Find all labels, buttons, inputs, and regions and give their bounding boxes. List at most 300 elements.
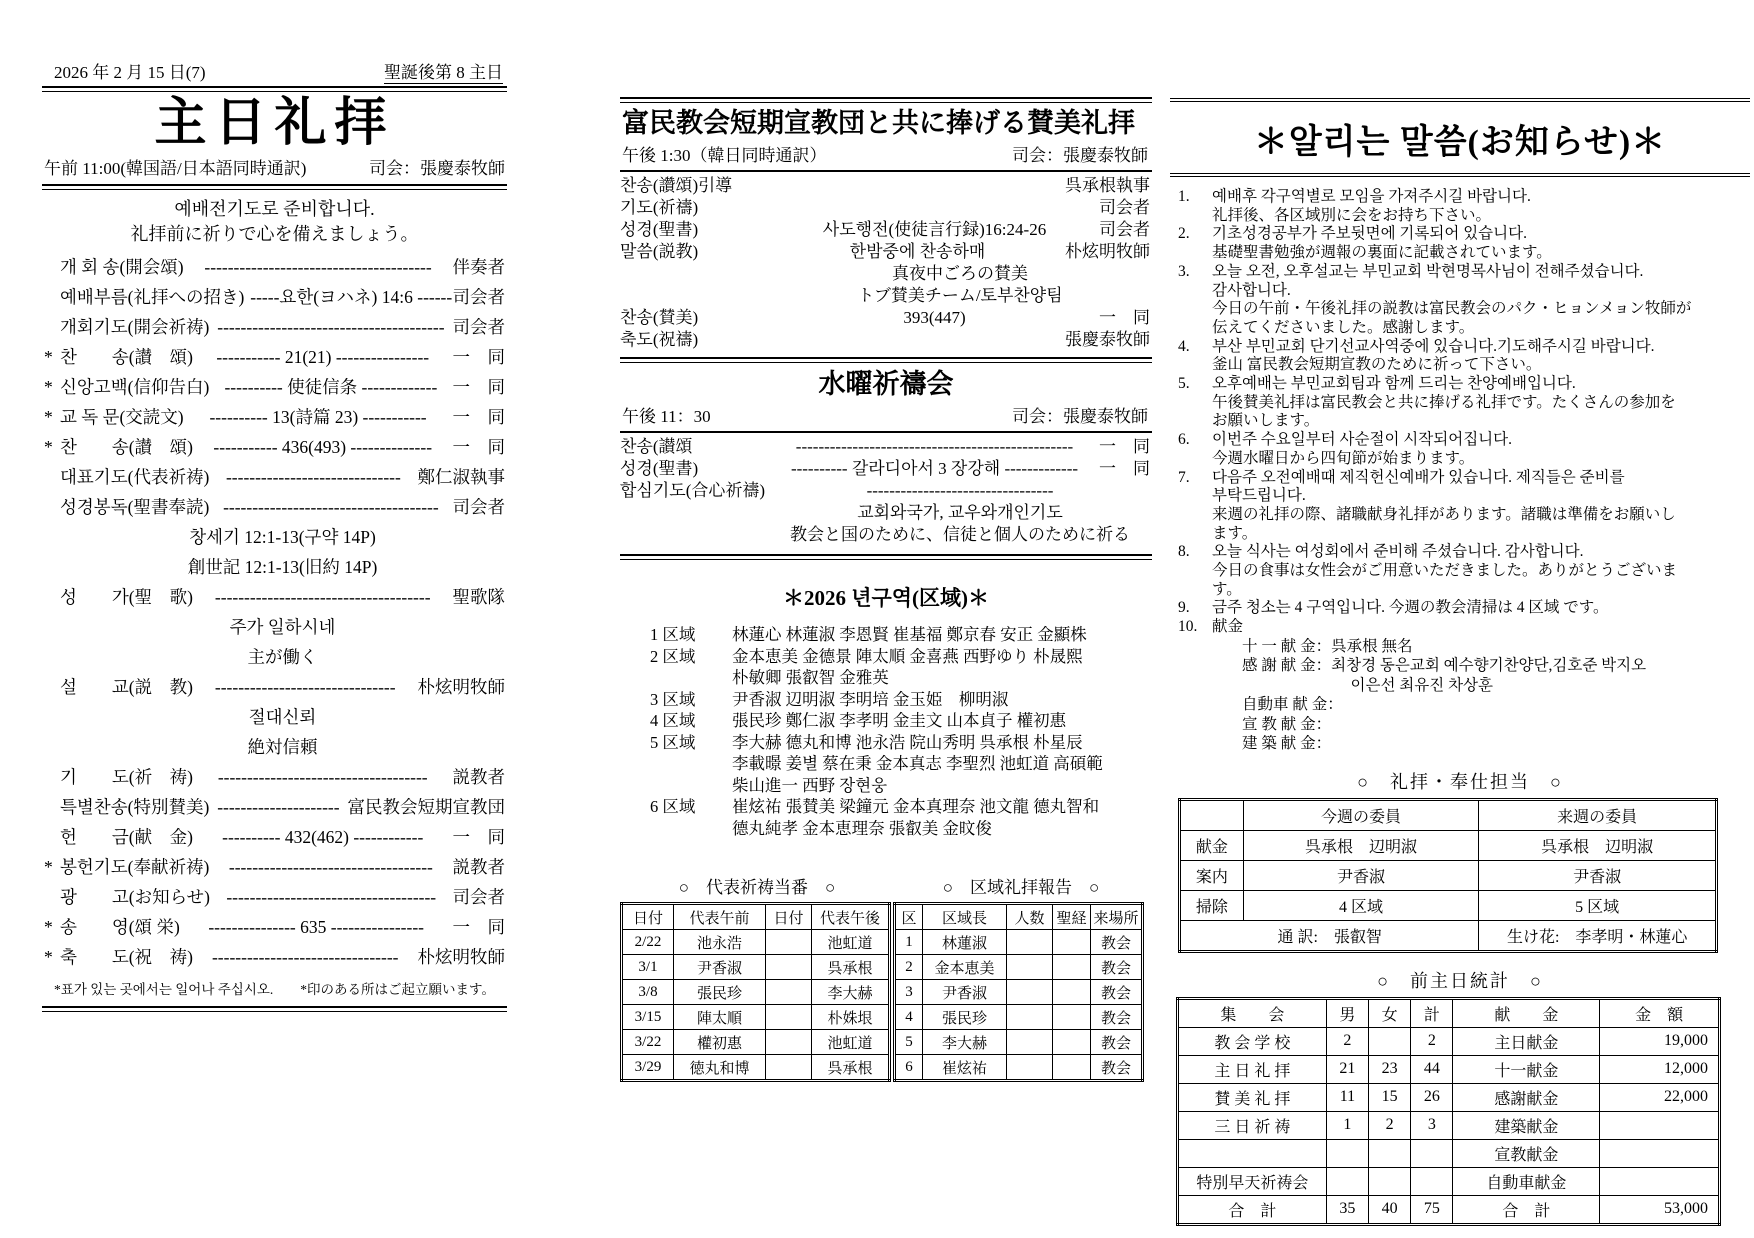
scripture-cell [1053,1055,1091,1081]
announcement-text: 오후예배는 부민교회팀과 함께 드리는 찬양예배입니다. [1212,375,1576,393]
announcement-text: 기초성경공부가 주보뒷면에 기록되어 있습니다. [1212,225,1527,243]
order-item-detail: ------------------------------- [214,677,396,697]
report-table-row [895,980,1143,1005]
female-count-cell [1369,1027,1411,1055]
announcement-line [1170,319,1750,338]
order-item-person: 司会者 [452,497,505,517]
order-row [42,642,507,672]
order-row [42,762,507,792]
duty-date-pm [766,930,812,955]
order-item-label: 기 도(祈 祷) [60,767,193,787]
order-item-person: 説教者 [452,767,505,787]
announcement-text: 午後賛美礼拝は富民教会と共に捧げる礼拝です。たくさんの参加を [1212,393,1676,411]
duty-person-am: 尹香淑 [674,955,766,980]
order-item-label: 성경(聖書) [620,459,699,478]
worship-serving-table [1178,798,1718,953]
offering-line: 感 謝 献 金：최창경 동은교회 예수향기찬양단,김호준 박지오 [1242,657,1647,675]
order-item-detail: --------------- 635 ---------------- [208,917,424,937]
wednesday-prayer-subheader [620,401,1152,431]
zone-members: 尹香淑 辺明淑 李明培 金玉姫 柳明淑 [732,689,1009,709]
order-item-label: 축도(祝禱) [620,330,699,349]
praise-service-order [620,175,1152,351]
duty-person-am: 權初惠 [674,1030,766,1055]
announcement-number [1170,207,1212,226]
zone-number-cell: 1 [895,930,923,955]
offering-amount-cell: 22,000 [1600,1083,1720,1111]
zones-list [620,624,1152,839]
wednesday-prayer-mc: 司会：張慶泰牧師 [1012,407,1148,426]
order-item-label: 대표기도(代表祈祷) [60,467,210,487]
duty-table-row [622,955,890,980]
announcement-text: 今日の食事は女性会がご用意いただきました。ありがとうございま [1212,562,1678,580]
order-item-person: 鄭仁淑執事 [417,467,505,487]
serving-table-footer-row [1180,920,1717,951]
zone-line [620,753,1152,775]
female-count-cell: 23 [1369,1055,1411,1083]
order-item-person: 司会者 [452,887,505,907]
divider [42,86,507,92]
order-item-person: 一 同 [1099,308,1150,327]
report-table-row [895,1055,1143,1081]
duty-date-am: 3/29 [622,1055,674,1081]
report-table-row [895,955,1143,980]
male-count-cell: 1 [1326,1111,1368,1139]
announcement-text: 다음주 오전예배때 제직헌신예배가 있습니다. 제직들은 준비를 [1212,468,1625,486]
standing-mark: * [44,407,53,427]
order-item-person: 説教者 [452,857,505,877]
report-table-header-cell: 来場所 [1091,904,1143,930]
order-row [42,522,507,552]
report-table-header-cell: 区 [895,904,923,930]
duty-table-row [622,1005,890,1030]
order-item-detail: 絶対信頼 [247,737,318,757]
zone-number-cell: 2 [895,955,923,980]
zone-number-cell: 3 [895,980,923,1005]
offering-amount-cell [1600,1139,1720,1167]
order-item-label: 찬 송(讃 頌) [60,437,193,457]
announcements-title-box [1170,98,1750,177]
order-item-label: 찬송(賛美) [620,308,699,327]
serving-header-this-week: 今週の委員 [1243,799,1479,830]
announcement-number [1170,412,1212,431]
duty-person-pm: 呉承根 [812,1055,890,1081]
duty-table-header-row [622,904,890,930]
order-item-label: 송 영(頌 栄) [60,917,180,937]
standing-mark: * [44,347,53,367]
stats-table-row [1178,1167,1720,1195]
order-item-detail: 사도행전(使徒言行録)16:24-26 [822,220,1047,239]
meeting-cell: 合 計 [1178,1195,1327,1224]
order-item-person: 一 同 [452,917,505,937]
attendance-cell [1007,930,1053,955]
announcement-number [1170,450,1212,469]
scripture-cell [1053,930,1091,955]
announcement-line [1170,562,1750,581]
total-count-cell: 75 [1411,1195,1453,1224]
offering-type-cell: 建築献金 [1453,1111,1600,1139]
offering-type-cell: 十一献金 [1453,1055,1600,1083]
standing-mark: * [44,947,53,967]
announcement-text: 감사합니다. [1212,281,1291,299]
order-item-label: 축 도(祝 祷) [60,947,193,967]
order-item-detail: 創世記 12:1-13(旧約 14P) [187,557,378,577]
order-row [620,458,1152,480]
order-item-detail: ------------------------------ [225,467,401,487]
order-item-person: 張慶泰牧師 [1065,330,1150,349]
announcement-line [1170,394,1750,413]
duty-table-row [622,1055,890,1081]
serving-next-week-cell: 5 区域 [1479,890,1717,920]
venue-cell: 教会 [1091,980,1143,1005]
wednesday-prayer-time: 午後 11：30 [622,407,711,426]
order-item-detail: ------------------------------------- [214,587,431,607]
zone-leader-cell: 李大赫 [923,1030,1007,1055]
announcement-number: 2. [1178,225,1190,243]
order-item-person: 一 同 [452,377,505,397]
standing-mark: * [44,857,53,877]
order-item-detail: ------------------------------------------------- [795,437,1074,456]
announcement-number [1170,581,1212,600]
order-row [42,552,507,582]
duty-date-am: 3/8 [622,980,674,1005]
female-count-cell [1369,1139,1411,1167]
announcement-number [1170,394,1212,413]
zone-number [620,775,732,797]
offering-line: 建 築 献 金： [1242,735,1332,753]
report-table-row [895,930,1143,955]
order-item-detail: ------------------------------------ [226,887,437,907]
announcement-number: 7. [1178,468,1190,486]
order-row [620,524,1152,546]
serving-duty-cell: 案内 [1180,860,1244,890]
order-item-label: 개회기도(開会祈祷) [60,317,210,337]
order-item-detail: --------------------------------------- [217,317,445,337]
zone-line [620,710,1152,732]
order-row [42,582,507,612]
order-item-detail: ----------------------------------- [228,857,433,877]
duty-table-row [622,1030,890,1055]
middle-column [620,0,1152,1082]
sunday-worship-column [42,0,507,1012]
serving-table-row [1180,860,1717,890]
offering-type-cell: 自動車献金 [1453,1167,1600,1195]
report-table-header-cell: 人数 [1007,904,1053,930]
attendance-cell [1007,955,1053,980]
order-item-detail: 창세기 12:1-13(구약 14P) [189,527,376,547]
announcement-number: 9. [1178,599,1190,617]
order-item-person: 一 同 [452,437,505,457]
zones-title: ＊2026 년구역(区域)＊ [782,586,990,610]
order-item-person: 朴炫明牧師 [1065,242,1150,261]
order-item-label: 광 고(お知らせ) [60,887,210,907]
order-row [42,492,507,522]
order-item-detail: ------------------------------------ [217,767,428,787]
announcements-title: ＊알리는 말씀(お知らせ)＊ [1253,124,1667,161]
zone-members: 李大赫 德丸和博 池永浩 院山秀明 呉承根 朴星辰 [732,732,1083,752]
zone-members: 崔炫祐 張賛美 梁鐘元 金本真理奈 池文龍 德丸智和 [732,797,1100,816]
offering-line: 自動車 献 金： [1242,696,1343,714]
announcement-number: 3. [1178,262,1190,280]
zone-number: 2 区域 [650,646,696,666]
order-item-detail: 교회와국가, 교우와개인기도 [857,503,1063,522]
duty-table-row [622,930,890,955]
serving-duty-cell: 献金 [1180,830,1244,860]
zone-leader-cell: 尹香淑 [923,980,1007,1005]
announcement-line [1170,412,1750,431]
order-item-person: 一 同 [1099,459,1150,478]
announcement-number [1170,300,1212,319]
announcements-column [1170,0,1750,1226]
order-item-label: 헌 금(献 金) [60,827,193,847]
order-item-person: 司会者 [452,317,505,337]
stats-table-row [1178,1195,1720,1224]
announcement-text: 釜山 富民教会短期宣教のために祈って下さい。 [1212,356,1542,374]
announcement-number: 5. [1178,375,1190,393]
stats-table-row [1178,1139,1720,1167]
stats-table-header-cell: 男 [1326,998,1368,1027]
announcement-number: 6. [1178,431,1190,449]
announcement-line [1170,487,1750,506]
offering-amount-cell: 12,000 [1600,1055,1720,1083]
female-count-cell: 15 [1369,1083,1411,1111]
standing-mark: * [44,377,53,397]
order-item-person: 朴炫明牧師 [417,947,505,967]
announcement-number [1170,282,1212,301]
offering-amount-cell: 19,000 [1600,1027,1720,1055]
zone-number-cell: 5 [895,1030,923,1055]
zone-line [620,775,1152,797]
total-count-cell: 3 [1411,1111,1453,1139]
total-count-cell: 44 [1411,1055,1453,1083]
announcements-list [1170,188,1750,637]
announcement-text: 来週の礼拝の際、諸職献身礼拝があります。諸職は準備をお願いし [1212,505,1676,523]
order-item-detail: 主が働く [247,647,318,667]
stats-table-row [1178,1111,1720,1139]
meeting-cell: 賛 美 礼 拝 [1178,1083,1327,1111]
announcement-line [1170,244,1750,263]
announcement-text: 금주 청소는 4 구역입니다. 今週の教会清掃は 4 区域 です。 [1212,599,1609,617]
order-item-person: 朴炫明牧師 [417,677,505,697]
announcement-text: 오늘 식사는 여성회에서 준비해 주셨습니다. 감사합니다. [1212,543,1584,561]
order-item-person: 一 同 [452,827,505,847]
order-item-detail: 한밤중에 찬송하매 [849,242,986,261]
offering-line: 十 一 献 金：呉承根 無名 [1242,637,1413,655]
preparation-note [42,197,507,247]
zone-number [620,753,732,775]
duty-person-pm: 池虹道 [812,930,890,955]
announcement-line [1170,188,1750,207]
announcement-text: 献金 [1212,618,1244,636]
serving-header-blank [1180,799,1244,830]
male-count-cell [1326,1139,1368,1167]
order-row [620,175,1152,197]
announcement-text: お願いします。 [1212,412,1320,430]
order-row [42,372,507,402]
order-row [620,436,1152,458]
serving-next-week-cell: 呉承根 辺明淑 [1479,830,1717,860]
order-item-person: 司会者 [1099,220,1150,239]
scripture-cell [1053,1030,1091,1055]
zone-number: 6 区域 [650,797,696,816]
meeting-cell: 三 日 祈 祷 [1178,1111,1327,1139]
wednesday-prayer-order [620,436,1152,546]
duty-date-pm [766,980,812,1005]
order-row [620,219,1152,241]
serving-this-week-cell: 4 区域 [1243,890,1479,920]
order-item-label: 예배부름(礼拝への招き) [60,287,245,307]
order-row [42,462,507,492]
venue-cell: 教会 [1091,1055,1143,1081]
order-item-label: 말씀(説教) [620,242,699,261]
announcement-line [1170,225,1750,244]
announcement-number: 4. [1178,337,1190,355]
announcement-text: 부산 부민교회 단기선교사역중에 있습니다.기도해주시길 바랍니다. [1212,337,1655,355]
order-item-label: 성경(聖書) [620,220,699,239]
serving-table-caption: ○ 礼拝・奉仕担当 ○ [1357,771,1563,792]
zone-number: 4 区域 [650,711,696,730]
order-item-label: 찬 송(讃 頌) [60,347,193,367]
announcement-text: 이번주 수요일부터 사순절이 시작되어집니다. [1212,431,1512,449]
announcement-text: 今日の午前・午後礼拝の説教は富民教会のパク・ヒョンメョン牧師が [1212,300,1692,318]
order-item-detail: 주가 일하시네 [229,617,336,637]
duty-table-row [622,980,890,1005]
offering-amount-cell: 53,000 [1600,1195,1720,1224]
order-row [42,282,507,312]
duty-table-caption: ○ 代表祈祷当番 ○ [678,878,836,897]
order-item-label: 설 교(説 教) [60,677,193,697]
order-item-label: 봉헌기도(奉献祈祷) [60,857,210,877]
order-item-label: 성경봉독(聖書奉読) [60,497,210,517]
order-row [620,263,1152,285]
serving-table-row [1180,830,1717,860]
report-table-row [895,1005,1143,1030]
praise-service-mc: 司会：張慶泰牧師 [1012,146,1148,165]
duty-person-pm: 呉承根 [812,955,890,980]
announcement-line [1170,543,1750,562]
announcement-line [1170,618,1750,637]
order-item-person: 司会者 [1099,198,1150,217]
duty-date-am: 3/15 [622,1005,674,1030]
male-count-cell: 21 [1326,1055,1368,1083]
announcement-number: 8. [1178,543,1190,561]
serving-this-week-cell: 尹香淑 [1243,860,1479,890]
announcement-text: 基礎聖書勉強が週報の裏面に記載されています。 [1212,244,1552,262]
standing-mark: * [44,437,53,457]
order-row [42,852,507,882]
male-count-cell: 35 [1326,1195,1368,1224]
venue-cell: 教会 [1091,1005,1143,1030]
duty-person-pm: 朴姝垠 [812,1005,890,1030]
standing-instruction-note: *표가 있는 곳에서는 일어나 주십시오. *印のある所はご起立願います。 [54,982,495,997]
announcement-line [1170,431,1750,450]
report-table-header-cell: 区域長 [923,904,1007,930]
order-item-label: 찬송(讚頌)引導 [620,176,733,195]
attendance-cell [1007,1005,1053,1030]
zone-members: 柴山進一 西野 장현웅 [732,775,888,795]
zone-members: 德丸純孝 金本恵理奈 張叡美 金旼俊 [732,818,992,838]
announcement-text: す。 [1212,580,1242,598]
announcement-number [1170,506,1212,525]
serving-duty-cell: 掃除 [1180,890,1244,920]
standing-mark: * [44,917,53,937]
announcement-line [1170,506,1750,525]
stats-table-header-cell: 計 [1411,998,1453,1027]
order-item-label: 찬송(讃頌 [620,437,693,456]
order-row [42,612,507,642]
order-item-detail: ----------- 21(21) ---------------- [216,347,430,367]
zone-members: 朴敏卿 張叡智 金雅英 [732,668,889,687]
meeting-cell: 教 会 学 校 [1178,1027,1327,1055]
report-table-caption: ○ 区域礼拝報告 ○ [942,878,1100,897]
order-item-detail: --------------------------------- [866,481,1054,500]
announcement-line [1170,338,1750,357]
worship-mc: 司会：張慶泰牧師 [369,159,505,178]
worship-subheader [42,154,507,184]
order-row [42,732,507,762]
announcement-line [1170,282,1750,301]
order-item-detail: ---------- 使徒信条 ------------- [224,377,438,397]
total-count-cell: 2 [1411,1027,1453,1055]
offering-type-cell: 宣教献金 [1453,1139,1600,1167]
announcement-line [1170,375,1750,394]
order-item-person: 呉承根執事 [1065,176,1150,195]
order-row [42,792,507,822]
zone-members: 林蓮心 林蓮淑 李恩賢 崔基福 鄭京春 安正 金顯株 [732,625,1087,644]
scripture-cell [1053,955,1091,980]
zone-members: 金本恵美 金德景 陣太順 金喜燕 西野ゆり 朴晟熙 [732,646,1083,666]
venue-cell: 教会 [1091,930,1143,955]
serving-table-header-row [1180,799,1717,830]
offerings-list [1170,637,1750,754]
total-count-cell: 26 [1411,1083,1453,1111]
order-row [42,402,507,432]
praise-service-title: 富民教会短期宣教団と共に捧げる賛美礼拝 [622,108,1135,138]
female-count-cell: 40 [1369,1195,1411,1224]
order-item-detail: 393(447) [903,308,966,327]
stats-table-row [1178,1083,1720,1111]
attendance-cell [1007,1055,1053,1081]
divider [620,431,1152,433]
zone-number-cell: 6 [895,1055,923,1081]
duty-date-pm [766,1005,812,1030]
divider [620,97,1152,103]
zone-leader-cell: 金本恵美 [923,955,1007,980]
page-header [42,58,507,86]
order-item-detail: トブ賛美チーム/토부찬양팀 [857,286,1063,305]
order-row [42,312,507,342]
order-item-label: 성 가(聖 歌) [60,587,193,607]
male-count-cell [1326,1167,1368,1195]
order-row [42,432,507,462]
order-item-label: 기도(祈禱) [620,198,699,217]
order-row [620,285,1152,307]
serving-this-week-cell: 呉承根 辺明淑 [1243,830,1479,860]
order-item-person: 伴奏者 [452,257,505,277]
order-row [620,197,1152,219]
duty-table-header-cell: 日付 [622,904,674,930]
representative-prayer-duty-table [620,902,891,1082]
duty-date-am: 2/22 [622,930,674,955]
order-row [42,882,507,912]
order-item-detail: -------------------------------- [211,947,399,967]
order-item-label: 신앙고백(信仰告白) [60,377,210,397]
order-item-detail: ----------- 436(493) -------------- [213,437,433,457]
zone-line [620,818,1152,840]
zone-number: 1 区域 [650,625,696,644]
divider [620,170,1152,172]
zone-members: 李載暻 姜별 蔡在秉 金本真志 李聖烈 池虹道 高碩範 [732,754,1103,773]
order-row [620,241,1152,263]
